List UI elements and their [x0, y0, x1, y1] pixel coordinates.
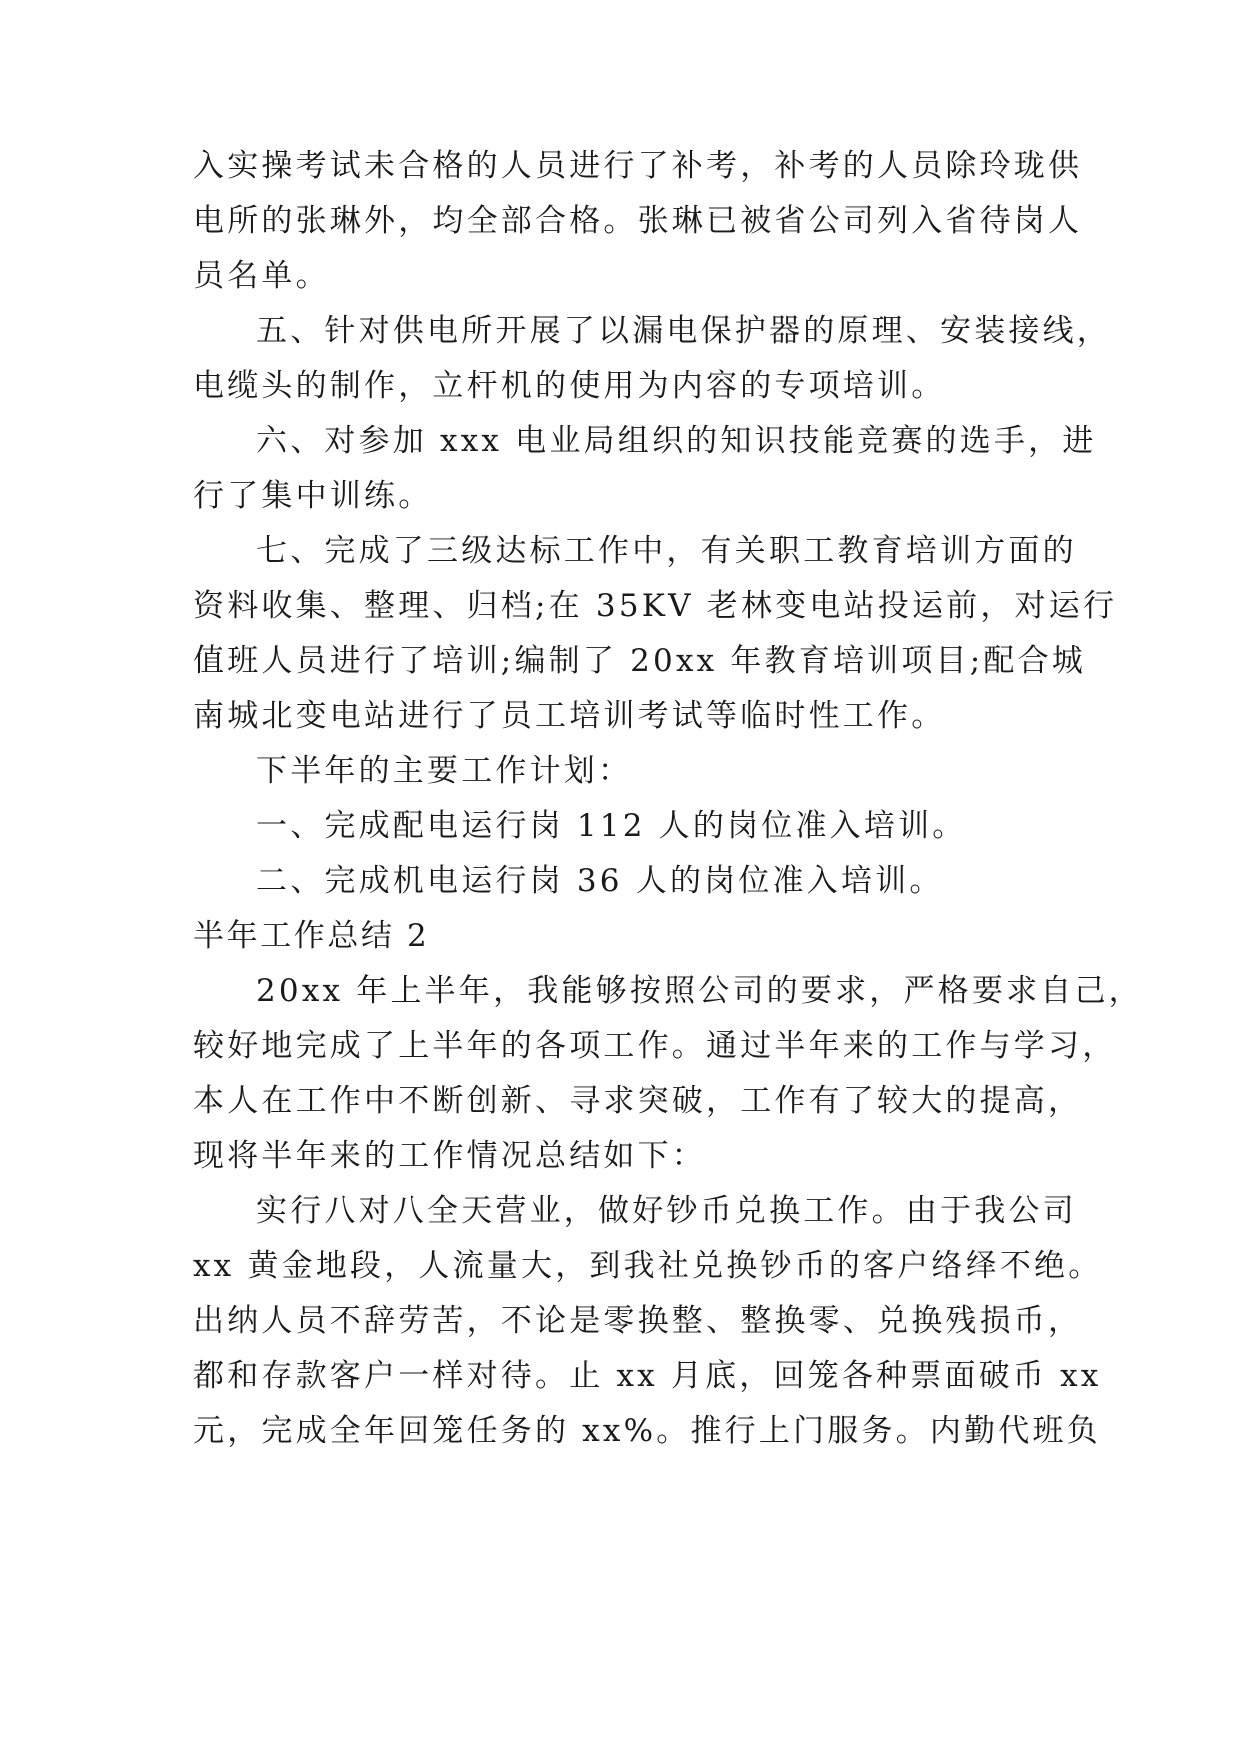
text-line: 都和存款客户一样对待。止 xx 月底，回笼各种票面破币 xx — [193, 1358, 1102, 1394]
paragraph-service: 实行八对八全天营业，做好钞币兑换工作。由于我公司 — [256, 1193, 1077, 1229]
text-line: 行了集中训练。 — [193, 478, 433, 514]
plan-item-2: 二、完成机电运行岗 36 人的岗位准入培训。 — [256, 863, 944, 899]
plan-item-1: 一、完成配电运行岗 112 人的岗位准入培训。 — [256, 808, 967, 844]
section-plan-heading: 下半年的主要工作计划： — [256, 753, 633, 789]
paragraph-intro: 20xx 年上半年，我能够按照公司的要求，严格要求自己， — [256, 973, 1143, 1009]
text-line: 入实操考试未合格的人员进行了补考，补考的人员除玲珑供 — [193, 148, 1083, 184]
text-line: 本人在工作中不断创新、寻求突破，工作有了较大的提高， — [193, 1083, 1083, 1119]
text-line: 电所的张琳外，均全部合格。张琳已被省公司列入省待岗人 — [193, 203, 1083, 239]
text-line: 较好地完成了上半年的各项工作。通过半年来的工作与学习， — [193, 1028, 1117, 1064]
paragraph-item-5: 五、针对供电所开展了以漏电保护器的原理、安装接线， — [256, 313, 1111, 349]
paragraph-item-7: 七、完成了三级达标工作中，有关职工教育培训方面的 — [256, 533, 1077, 569]
text-line: 值班人员进行了培训;编制了 20xx 年教育培训项目;配合城 — [193, 643, 1087, 679]
section-title: 半年工作总结 2 — [193, 918, 430, 954]
text-line: 资料收集、整理、归档;在 35KV 老林变电站投运前，对运行 — [193, 588, 1118, 624]
paragraph-item-6: 六、对参加 xxx 电业局组织的知识技能竞赛的选手，进 — [256, 423, 1097, 459]
text-line: 南城北变电站进行了员工培训考试等临时性工作。 — [193, 698, 946, 734]
text-line: xx 黄金地段，人流量大，到我社兑换钞币的客户络绎不绝。 — [193, 1248, 1103, 1284]
text-line: 现将半年来的工作情况总结如下： — [193, 1138, 706, 1174]
text-line: 出纳人员不辞劳苦，不论是零换整、整换零、兑换残损币， — [193, 1303, 1083, 1339]
text-line: 员名单。 — [193, 258, 330, 294]
text-line: 电缆头的制作，立杆机的使用为内容的专项培训。 — [193, 368, 946, 404]
text-line: 元，完成全年回笼任务的 xx%。推行上门服务。内勤代班负 — [193, 1413, 1101, 1449]
